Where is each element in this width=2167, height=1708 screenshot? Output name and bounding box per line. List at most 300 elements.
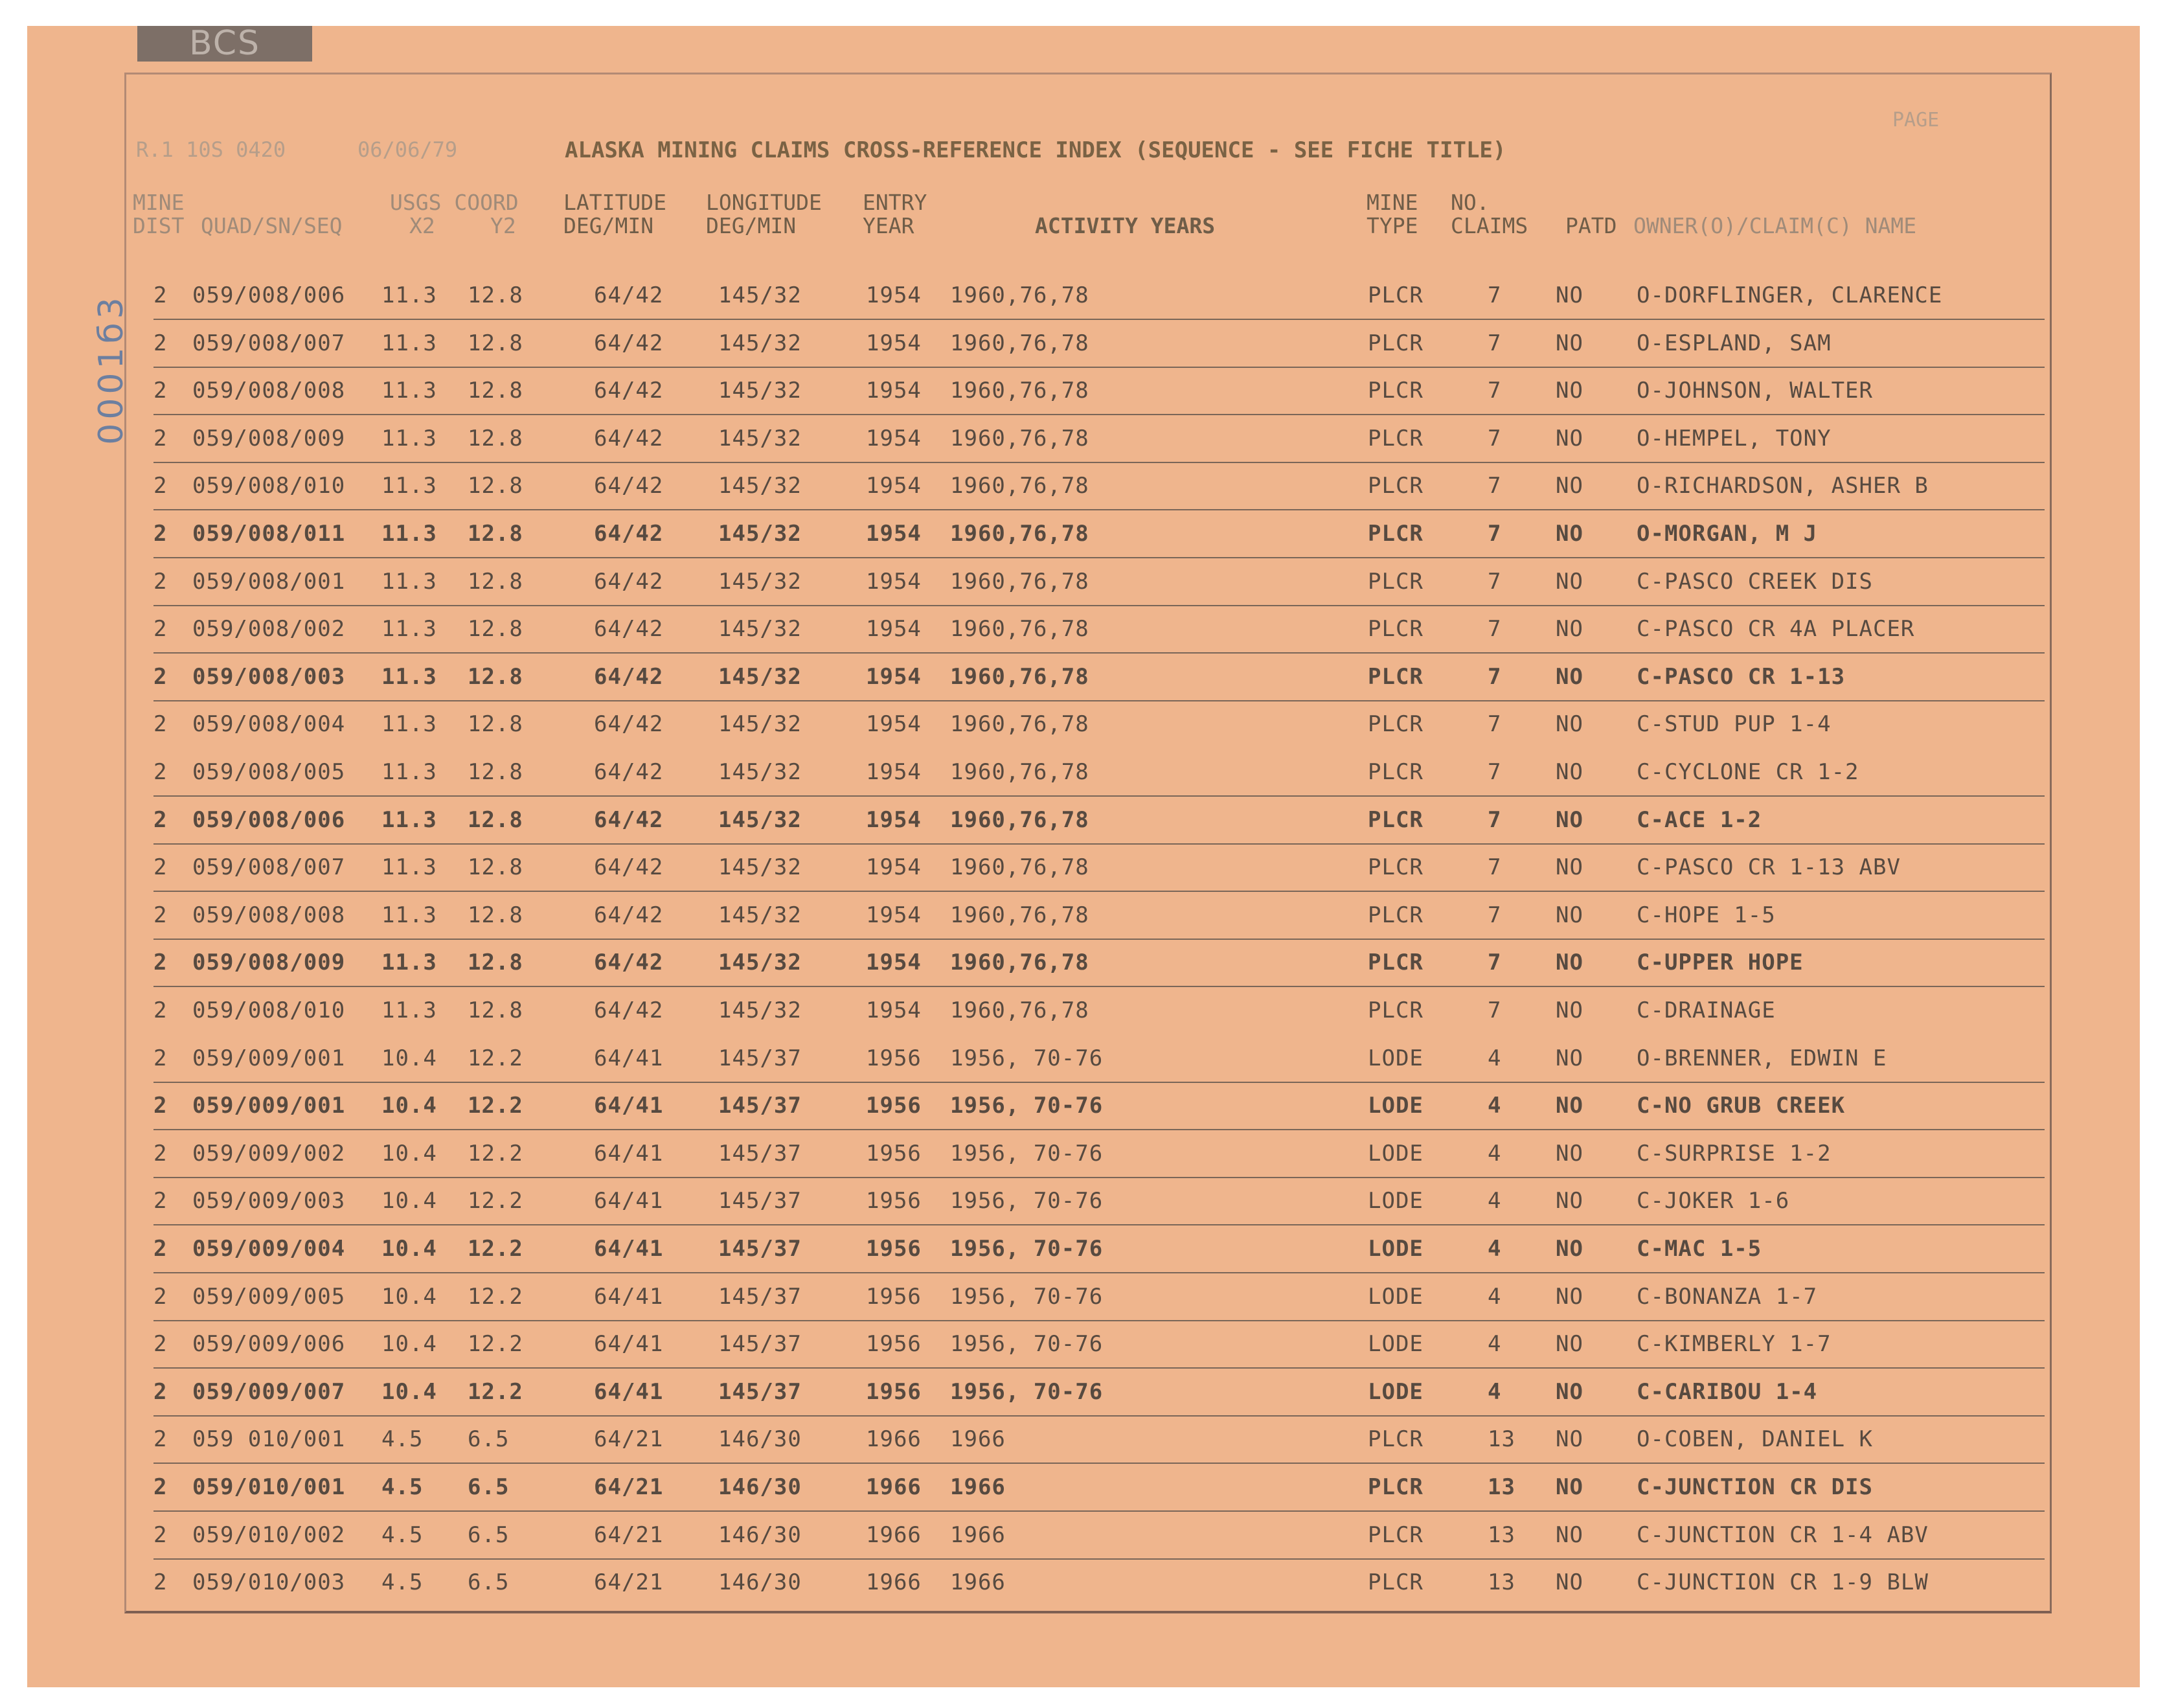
- longitude-cell: 145/37: [718, 1045, 802, 1071]
- activity-years-cell: 1960,76,78: [950, 807, 1089, 833]
- patd-cell: NO: [1556, 569, 1583, 595]
- y2-cell: 12.2: [468, 1093, 523, 1119]
- activity-years-cell: 1960,76,78: [950, 426, 1089, 451]
- no-claims-cell: 7: [1488, 330, 1502, 356]
- entry-year-cell: 1954: [866, 664, 922, 690]
- latitude-cell: 64/42: [594, 282, 664, 308]
- longitude-cell: 145/32: [718, 378, 802, 404]
- quad-sn-seq-cell: 059/008/007: [192, 854, 346, 880]
- mine-dist-cell: 2: [153, 1236, 168, 1262]
- latitude-cell: 64/42: [594, 616, 664, 642]
- table-row: [153, 319, 2045, 368]
- latitude-cell: 64/42: [594, 569, 664, 595]
- latitude-cell: 64/42: [594, 902, 664, 928]
- activity-years-cell: 1960,76,78: [950, 950, 1089, 975]
- activity-years-cell: 1960,76,78: [950, 569, 1089, 595]
- mine-dist-cell: 2: [153, 521, 168, 547]
- y2-cell: 12.8: [468, 378, 523, 404]
- mine-dist-cell: 2: [153, 711, 168, 737]
- patd-cell: NO: [1556, 1236, 1583, 1262]
- latitude-cell: 64/41: [594, 1141, 664, 1167]
- y2-cell: 6.5: [468, 1426, 510, 1452]
- x2-cell: 11.3: [381, 711, 437, 737]
- longitude-cell: 146/30: [718, 1569, 802, 1595]
- longitude-cell: 145/32: [718, 282, 802, 308]
- col-longitude: LONGITUDE DEG/MIN: [706, 190, 822, 238]
- owner-claim-name-cell: C-PASCO CR 1-13: [1637, 664, 1846, 690]
- latitude-cell: 64/42: [594, 330, 664, 356]
- latitude-cell: 64/42: [594, 854, 664, 880]
- latitude-cell: 64/42: [594, 711, 664, 737]
- mine-type-cell: LODE: [1368, 1284, 1424, 1310]
- quad-sn-seq-cell: 059/008/007: [192, 330, 346, 356]
- longitude-cell: 146/30: [718, 1426, 802, 1452]
- no-claims-cell: 7: [1488, 282, 1502, 308]
- no-claims-cell: 7: [1488, 711, 1502, 737]
- activity-years-cell: 1966: [950, 1474, 1006, 1500]
- x2-cell: 11.3: [381, 569, 437, 595]
- entry-year-cell: 1956: [866, 1284, 922, 1310]
- quad-sn-seq-cell: 059/009/002: [192, 1141, 346, 1167]
- x2-cell: 11.3: [381, 378, 437, 404]
- no-claims-cell: 7: [1488, 664, 1502, 690]
- col-x2: X2: [409, 213, 435, 238]
- microfiche-sheet: [27, 26, 2140, 1687]
- patd-cell: NO: [1556, 1569, 1583, 1595]
- no-claims-cell: 13: [1488, 1474, 1515, 1500]
- latitude-cell: 64/21: [594, 1474, 664, 1500]
- activity-years-cell: 1966: [950, 1426, 1006, 1452]
- longitude-cell: 145/32: [718, 902, 802, 928]
- quad-sn-seq-cell: 059/009/007: [192, 1379, 346, 1405]
- activity-years-cell: 1956, 70-76: [950, 1236, 1104, 1262]
- table-row: [153, 366, 2045, 415]
- no-claims-cell: 4: [1488, 1093, 1502, 1119]
- no-claims-cell: 13: [1488, 1426, 1515, 1452]
- quad-sn-seq-cell: 059/010/002: [192, 1522, 346, 1548]
- table-row: [153, 1510, 2045, 1560]
- latitude-cell: 64/41: [594, 1188, 664, 1214]
- quad-sn-seq-cell: 059/008/008: [192, 378, 346, 404]
- table-row: [153, 843, 2045, 892]
- y2-cell: 12.8: [468, 711, 523, 737]
- report-title: ALASKA MINING CLAIMS CROSS-REFERENCE INDEX (SEQUENCE - SEE FICHE TITLE): [565, 137, 1506, 163]
- entry-year-cell: 1954: [866, 473, 922, 499]
- x2-cell: 11.3: [381, 759, 437, 785]
- longitude-cell: 145/37: [718, 1379, 802, 1405]
- mine-dist-cell: 2: [153, 854, 168, 880]
- mine-dist-cell: 2: [153, 997, 168, 1023]
- entry-year-cell: 1956: [866, 1045, 922, 1071]
- latitude-cell: 64/42: [594, 521, 664, 547]
- x2-cell: 10.4: [381, 1331, 437, 1357]
- owner-claim-name-cell: C-JOKER 1-6: [1637, 1188, 1790, 1214]
- patd-cell: NO: [1556, 664, 1583, 690]
- owner-claim-name-cell: C-PASCO CREEK DIS: [1637, 569, 1873, 595]
- patd-cell: NO: [1556, 1331, 1583, 1357]
- longitude-cell: 145/32: [718, 426, 802, 451]
- latitude-cell: 64/42: [594, 950, 664, 975]
- y2-cell: 12.8: [468, 616, 523, 642]
- no-claims-cell: 7: [1488, 569, 1502, 595]
- mine-dist-cell: 2: [153, 1284, 168, 1310]
- y2-cell: 12.8: [468, 807, 523, 833]
- quad-sn-seq-cell: 059/009/001: [192, 1093, 346, 1119]
- mine-type-cell: PLCR: [1368, 664, 1424, 690]
- patd-cell: NO: [1556, 711, 1583, 737]
- y2-cell: 12.2: [468, 1284, 523, 1310]
- table-row: [153, 1272, 2045, 1321]
- quad-sn-seq-cell: 059/008/003: [192, 664, 346, 690]
- entry-year-cell: 1954: [866, 282, 922, 308]
- longitude-cell: 145/37: [718, 1188, 802, 1214]
- col-mine-type: MINE TYPE: [1367, 190, 1418, 238]
- mine-type-cell: PLCR: [1368, 616, 1424, 642]
- owner-claim-name-cell: C-UPPER HOPE: [1637, 950, 1804, 975]
- x2-cell: 10.4: [381, 1045, 437, 1071]
- y2-cell: 12.8: [468, 950, 523, 975]
- owner-claim-name-cell: O-DORFLINGER, CLARENCE: [1637, 282, 1943, 308]
- y2-cell: 6.5: [468, 1474, 510, 1500]
- table-row: [153, 1367, 2045, 1417]
- report-date: 06/06/79: [357, 137, 458, 162]
- patd-cell: NO: [1556, 1141, 1583, 1167]
- quad-sn-seq-cell: 059/008/011: [192, 521, 346, 547]
- owner-claim-name-cell: C-BONANZA 1-7: [1637, 1284, 1818, 1310]
- no-claims-cell: 7: [1488, 616, 1502, 642]
- mine-dist-cell: 2: [153, 1474, 168, 1500]
- entry-year-cell: 1954: [866, 378, 922, 404]
- table-row: [153, 700, 2045, 747]
- x2-cell: 4.5: [381, 1569, 424, 1595]
- latitude-cell: 64/21: [594, 1426, 664, 1452]
- latitude-cell: 64/42: [594, 378, 664, 404]
- y2-cell: 12.2: [468, 1331, 523, 1357]
- owner-claim-name-cell: C-CYCLONE CR 1-2: [1637, 759, 1859, 785]
- mine-dist-cell: 2: [153, 569, 168, 595]
- x2-cell: 10.4: [381, 1236, 437, 1262]
- x2-cell: 4.5: [381, 1522, 424, 1548]
- entry-year-cell: 1956: [866, 1379, 922, 1405]
- no-claims-cell: 13: [1488, 1569, 1515, 1595]
- owner-claim-name-cell: C-SURPRISE 1-2: [1637, 1141, 1832, 1167]
- longitude-cell: 145/32: [718, 521, 802, 547]
- patd-cell: NO: [1556, 473, 1583, 499]
- mine-type-cell: PLCR: [1368, 997, 1424, 1023]
- owner-claim-name-cell: C-CARIBOU 1-4: [1637, 1379, 1818, 1405]
- no-claims-cell: 7: [1488, 902, 1502, 928]
- x2-cell: 11.3: [381, 950, 437, 975]
- table-row: [153, 938, 2045, 987]
- activity-years-cell: 1960,76,78: [950, 902, 1089, 928]
- longitude-cell: 145/32: [718, 330, 802, 356]
- col-quad-sn-seq: QUAD/SN/SEQ: [201, 213, 343, 238]
- y2-cell: 12.8: [468, 902, 523, 928]
- activity-years-cell: 1956, 70-76: [950, 1188, 1104, 1214]
- no-claims-cell: 4: [1488, 1045, 1502, 1071]
- longitude-cell: 145/32: [718, 997, 802, 1023]
- latitude-cell: 64/42: [594, 807, 664, 833]
- x2-cell: 11.3: [381, 997, 437, 1023]
- entry-year-cell: 1954: [866, 426, 922, 451]
- mine-type-cell: LODE: [1368, 1379, 1424, 1405]
- entry-year-cell: 1966: [866, 1569, 922, 1595]
- entry-year-cell: 1954: [866, 854, 922, 880]
- owner-claim-name-cell: C-ACE 1-2: [1637, 807, 1762, 833]
- longitude-cell: 145/32: [718, 569, 802, 595]
- mine-type-cell: LODE: [1368, 1188, 1424, 1214]
- latitude-cell: 64/41: [594, 1379, 664, 1405]
- no-claims-cell: 7: [1488, 473, 1502, 499]
- mine-dist-cell: 2: [153, 1188, 168, 1214]
- patd-cell: NO: [1556, 616, 1583, 642]
- no-claims-cell: 7: [1488, 378, 1502, 404]
- activity-years-cell: 1956, 70-76: [950, 1331, 1104, 1357]
- latitude-cell: 64/42: [594, 473, 664, 499]
- patd-cell: NO: [1556, 330, 1583, 356]
- mine-dist-cell: 2: [153, 426, 168, 451]
- x2-cell: 11.3: [381, 426, 437, 451]
- longitude-cell: 145/32: [718, 473, 802, 499]
- no-claims-cell: 4: [1488, 1188, 1502, 1214]
- no-claims-cell: 7: [1488, 997, 1502, 1023]
- activity-years-cell: 1956, 70-76: [950, 1141, 1104, 1167]
- quad-sn-seq-cell: 059 010/001: [192, 1426, 346, 1452]
- owner-claim-name-cell: C-NO GRUB CREEK: [1637, 1093, 1846, 1119]
- mine-dist-cell: 2: [153, 1093, 168, 1119]
- table-row: [153, 461, 2045, 510]
- patd-cell: NO: [1556, 1093, 1583, 1119]
- x2-cell: 4.5: [381, 1474, 424, 1500]
- activity-years-cell: 1956, 70-76: [950, 1284, 1104, 1310]
- mine-dist-cell: 2: [153, 1331, 168, 1357]
- owner-claim-name-cell: O-BRENNER, EDWIN E: [1637, 1045, 1887, 1071]
- activity-years-cell: 1966: [950, 1522, 1006, 1548]
- latitude-cell: 64/21: [594, 1569, 664, 1595]
- y2-cell: 12.8: [468, 997, 523, 1023]
- quad-sn-seq-cell: 059/008/001: [192, 569, 346, 595]
- mine-type-cell: PLCR: [1368, 521, 1424, 547]
- mine-type-cell: LODE: [1368, 1141, 1424, 1167]
- entry-year-cell: 1956: [866, 1188, 922, 1214]
- activity-years-cell: 1956, 70-76: [950, 1045, 1104, 1071]
- owner-claim-name-cell: C-HOPE 1-5: [1637, 902, 1776, 928]
- table-row: [153, 271, 2045, 320]
- patd-cell: NO: [1556, 807, 1583, 833]
- table-row: [153, 1319, 2045, 1369]
- longitude-cell: 145/37: [718, 1284, 802, 1310]
- patd-cell: NO: [1556, 1522, 1583, 1548]
- y2-cell: 12.8: [468, 569, 523, 595]
- quad-sn-seq-cell: 059/010/001: [192, 1474, 346, 1500]
- mine-dist-cell: 2: [153, 664, 168, 690]
- longitude-cell: 145/32: [718, 854, 802, 880]
- patd-cell: NO: [1556, 902, 1583, 928]
- activity-years-cell: 1960,76,78: [950, 378, 1089, 404]
- latitude-cell: 64/42: [594, 759, 664, 785]
- no-claims-cell: 4: [1488, 1284, 1502, 1310]
- longitude-cell: 145/32: [718, 950, 802, 975]
- quad-sn-seq-cell: 059/008/009: [192, 950, 346, 975]
- activity-years-cell: 1966: [950, 1569, 1006, 1595]
- entry-year-cell: 1954: [866, 997, 922, 1023]
- table-row: [153, 604, 2045, 654]
- entry-year-cell: 1956: [866, 1093, 922, 1119]
- no-claims-cell: 7: [1488, 807, 1502, 833]
- latitude-cell: 64/42: [594, 997, 664, 1023]
- owner-claim-name-cell: C-STUD PUP 1-4: [1637, 711, 1832, 737]
- mine-type-cell: PLCR: [1368, 807, 1424, 833]
- y2-cell: 12.8: [468, 521, 523, 547]
- mine-type-cell: PLCR: [1368, 282, 1424, 308]
- report-id: R.1 10S 0420: [136, 137, 286, 162]
- entry-year-cell: 1966: [866, 1426, 922, 1452]
- owner-claim-name-cell: O-ESPLAND, SAM: [1637, 330, 1832, 356]
- latitude-cell: 64/42: [594, 426, 664, 451]
- y2-cell: 12.8: [468, 473, 523, 499]
- activity-years-cell: 1960,76,78: [950, 521, 1089, 547]
- entry-year-cell: 1954: [866, 950, 922, 975]
- entry-year-cell: 1956: [866, 1331, 922, 1357]
- entry-year-cell: 1966: [866, 1474, 922, 1500]
- quad-sn-seq-cell: 059/009/005: [192, 1284, 346, 1310]
- longitude-cell: 146/30: [718, 1474, 802, 1500]
- activity-years-cell: 1960,76,78: [950, 711, 1089, 737]
- table-row: [153, 1415, 2045, 1464]
- x2-cell: 11.3: [381, 521, 437, 547]
- bcs-logo: BCS: [137, 26, 312, 62]
- latitude-cell: 64/41: [594, 1284, 664, 1310]
- quad-sn-seq-cell: 059/008/010: [192, 997, 346, 1023]
- stamp-number: 0001б3: [92, 293, 131, 445]
- no-claims-cell: 7: [1488, 759, 1502, 785]
- owner-claim-name-cell: O-MORGAN, M J: [1637, 521, 1818, 547]
- patd-cell: NO: [1556, 854, 1583, 880]
- no-claims-cell: 4: [1488, 1331, 1502, 1357]
- longitude-cell: 145/32: [718, 616, 802, 642]
- longitude-cell: 145/37: [718, 1093, 802, 1119]
- latitude-cell: 64/41: [594, 1045, 664, 1071]
- mine-dist-cell: 2: [153, 1045, 168, 1071]
- activity-years-cell: 1960,76,78: [950, 854, 1089, 880]
- patd-cell: NO: [1556, 378, 1583, 404]
- quad-sn-seq-cell: 059/008/010: [192, 473, 346, 499]
- activity-years-cell: 1960,76,78: [950, 664, 1089, 690]
- entry-year-cell: 1954: [866, 711, 922, 737]
- col-y2: Y2: [490, 213, 516, 238]
- no-claims-cell: 7: [1488, 521, 1502, 547]
- table-row: [153, 1034, 2045, 1083]
- activity-years-cell: 1960,76,78: [950, 473, 1089, 499]
- quad-sn-seq-cell: 059/008/009: [192, 426, 346, 451]
- quad-sn-seq-cell: 059/008/002: [192, 616, 346, 642]
- owner-claim-name-cell: C-PASCO CR 4A PLACER: [1637, 616, 1915, 642]
- no-claims-cell: 7: [1488, 950, 1502, 975]
- mine-type-cell: PLCR: [1368, 330, 1424, 356]
- entry-year-cell: 1954: [866, 330, 922, 356]
- y2-cell: 12.2: [468, 1188, 523, 1214]
- activity-years-cell: 1960,76,78: [950, 330, 1089, 356]
- no-claims-cell: 7: [1488, 426, 1502, 451]
- x2-cell: 11.3: [381, 473, 437, 499]
- quad-sn-seq-cell: 059/009/003: [192, 1188, 346, 1214]
- y2-cell: 12.8: [468, 664, 523, 690]
- mine-type-cell: PLCR: [1368, 569, 1424, 595]
- x2-cell: 11.3: [381, 330, 437, 356]
- mine-type-cell: PLCR: [1368, 1569, 1424, 1595]
- y2-cell: 12.8: [468, 330, 523, 356]
- mine-type-cell: PLCR: [1368, 759, 1424, 785]
- x2-cell: 11.3: [381, 854, 437, 880]
- mine-type-cell: PLCR: [1368, 1522, 1424, 1548]
- y2-cell: 6.5: [468, 1522, 510, 1548]
- col-patd: PATD: [1565, 213, 1617, 238]
- patd-cell: NO: [1556, 426, 1583, 451]
- col-latitude: LATITUDE DEG/MIN: [563, 190, 666, 238]
- mine-type-cell: PLCR: [1368, 711, 1424, 737]
- quad-sn-seq-cell: 059/009/004: [192, 1236, 346, 1262]
- patd-cell: NO: [1556, 759, 1583, 785]
- quad-sn-seq-cell: 059/008/005: [192, 759, 346, 785]
- latitude-cell: 64/41: [594, 1236, 664, 1262]
- quad-sn-seq-cell: 059/009/006: [192, 1331, 346, 1357]
- x2-cell: 11.3: [381, 282, 437, 308]
- y2-cell: 12.8: [468, 282, 523, 308]
- patd-cell: NO: [1556, 1188, 1583, 1214]
- mine-type-cell: PLCR: [1368, 426, 1424, 451]
- quad-sn-seq-cell: 059/008/006: [192, 807, 346, 833]
- table-row: [153, 1129, 2045, 1178]
- mine-dist-cell: 2: [153, 616, 168, 642]
- activity-years-cell: 1956, 70-76: [950, 1379, 1104, 1405]
- x2-cell: 10.4: [381, 1093, 437, 1119]
- col-entry-year: ENTRY YEAR: [863, 190, 927, 238]
- quad-sn-seq-cell: 059/008/008: [192, 902, 346, 928]
- mine-dist-cell: 2: [153, 950, 168, 975]
- quad-sn-seq-cell: 059/008/006: [192, 282, 346, 308]
- patd-cell: NO: [1556, 950, 1583, 975]
- mine-dist-cell: 2: [153, 759, 168, 785]
- latitude-cell: 64/41: [594, 1331, 664, 1357]
- mine-type-cell: PLCR: [1368, 950, 1424, 975]
- longitude-cell: 146/30: [718, 1522, 802, 1548]
- x2-cell: 11.3: [381, 664, 437, 690]
- owner-claim-name-cell: O-HEMPEL, TONY: [1637, 426, 1832, 451]
- longitude-cell: 145/32: [718, 759, 802, 785]
- col-activity-years: ACTIVITY YEARS: [1035, 213, 1216, 238]
- mine-dist-cell: 2: [153, 1522, 168, 1548]
- table-row: [153, 1081, 2045, 1130]
- mine-dist-cell: 2: [153, 473, 168, 499]
- mine-dist-cell: 2: [153, 1379, 168, 1405]
- mine-type-cell: LODE: [1368, 1236, 1424, 1262]
- y2-cell: 12.8: [468, 854, 523, 880]
- entry-year-cell: 1954: [866, 521, 922, 547]
- page-label: PAGE: [1892, 109, 1940, 131]
- mine-type-cell: LODE: [1368, 1331, 1424, 1357]
- patd-cell: NO: [1556, 1426, 1583, 1452]
- x2-cell: 10.4: [381, 1141, 437, 1167]
- patd-cell: NO: [1556, 282, 1583, 308]
- entry-year-cell: 1954: [866, 807, 922, 833]
- latitude-cell: 64/42: [594, 664, 664, 690]
- activity-years-cell: 1960,76,78: [950, 759, 1089, 785]
- owner-claim-name-cell: C-JUNCTION CR 1-4 ABV: [1637, 1522, 1929, 1548]
- entry-year-cell: 1956: [866, 1141, 922, 1167]
- entry-year-cell: 1954: [866, 569, 922, 595]
- no-claims-cell: 13: [1488, 1522, 1515, 1548]
- y2-cell: 6.5: [468, 1569, 510, 1595]
